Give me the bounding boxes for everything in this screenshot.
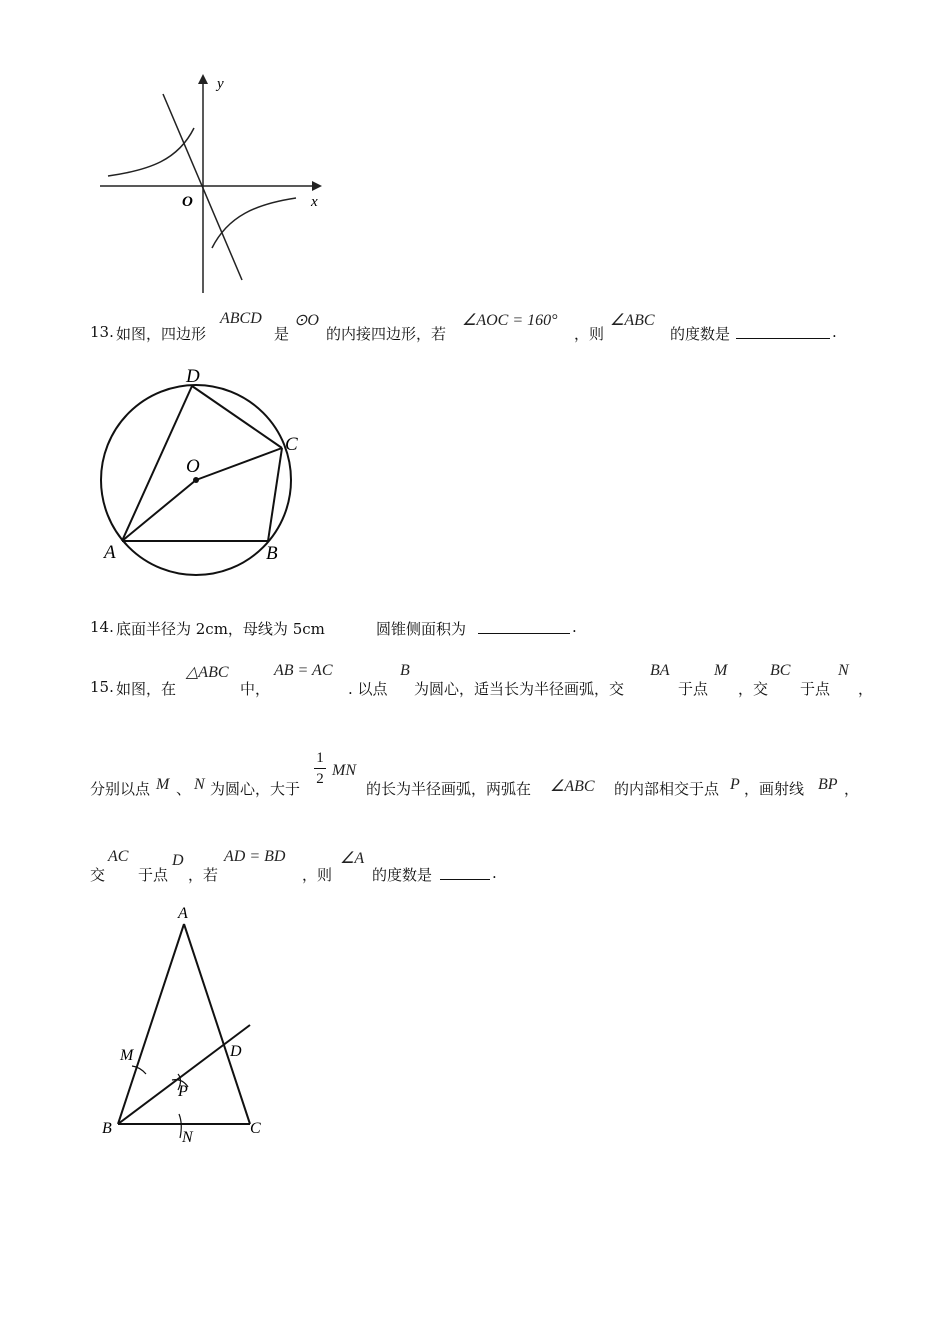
math-expression: ⊙O [294,312,319,329]
math-expression: P [730,776,740,793]
segment-ao [122,480,196,541]
center-point [193,477,199,483]
segment-ac [184,924,250,1124]
y-axis-label: y [217,76,224,92]
question-text: 的长为半径画弧，两弧在 [366,780,532,798]
question-text: 为圆心，适当长为半径画弧，交 [414,680,625,698]
label-c: C [285,434,298,455]
question-text: ，画射线 [744,780,805,798]
segment-oc [196,448,282,480]
x-axis-arrow-icon [312,181,322,191]
fraction-numerator: 1 [316,750,324,766]
math-expression: ∠AOC = 160° [462,312,558,329]
question-text: ，若 [188,866,219,884]
y-axis-arrow-icon [198,74,208,84]
math-expression: BA [650,662,670,679]
answer-blank[interactable] [440,865,490,880]
fraction-denominator: 2 [316,771,324,787]
question-text: ，交 [738,680,769,698]
question-text: 的内部相交于点 [614,780,720,798]
math-expression: ABCD [220,310,262,327]
math-expression: MN [332,762,356,779]
ray-bp [118,1025,250,1124]
fraction [314,750,326,787]
answer-blank[interactable] [478,619,570,634]
label-d: D [230,1043,242,1060]
arc-at-n [179,1114,181,1138]
math-expression: ∠A [340,850,365,867]
answer-blank[interactable] [736,324,830,339]
question-text: . [492,864,497,882]
segment-bc [268,448,282,541]
math-expression: AC [108,848,129,865]
inscribed-quadrilateral-figure [92,362,307,584]
question-text: 的度数是 [372,866,433,884]
math-expression: D [172,852,184,869]
question-text: 为圆心，大于 [210,780,301,798]
label-n: N [182,1129,193,1146]
math-expression: ∠ABC [610,312,655,329]
label-a: A [178,905,188,922]
question-text: 、 [176,780,192,798]
question-text: . 以点 [348,680,388,698]
question-text: ， [858,680,874,698]
label-b: B [266,543,278,564]
question-text: 交 [90,866,106,884]
origin-label: O [182,194,193,210]
question-text: ， [844,780,860,798]
segment-ab [118,924,184,1124]
question-text: ，则 [302,866,333,884]
label-a: A [104,542,116,563]
coordinate-graph-figure [90,68,340,298]
math-expression: △ABC [186,664,229,681]
question-text: 是 [274,325,290,343]
x-axis-label: x [311,194,318,210]
math-expression: AB = AC [274,662,333,679]
math-expression: M [156,776,170,793]
question-text: 圆锥侧面积为 [376,620,467,638]
question-text: 于点 [678,680,709,698]
question-text: 的内接四边形，若 [326,325,447,343]
math-expression: BC [770,662,791,679]
question-text: 如图，在 [116,680,177,698]
label-p: P [178,1083,188,1100]
question-text: 中， [240,680,271,698]
label-m: M [120,1047,134,1064]
label-o: O [186,456,200,477]
question-number: 14. [90,618,114,636]
question-text: ，则 [574,325,605,343]
math-expression: AD = BD [224,848,286,865]
question-number: 15. [90,678,114,696]
question-text: 的度数是 [670,325,731,343]
math-expression: ∠ABC [550,778,595,795]
label-d: D [186,366,200,387]
math-expression: M [714,662,728,679]
question-text: 分别以点 [90,780,151,798]
question-text: 于点 [138,866,169,884]
question-text: 底面半径为 2cm，母线为 5cm [116,620,325,638]
question-text: . [572,618,577,636]
question-text: . [832,323,837,341]
math-expression: B [400,662,410,679]
math-expression: N [838,662,849,679]
math-expression: N [194,776,205,793]
label-b: B [102,1120,112,1137]
triangle-bisector-figure [98,902,278,1152]
math-expression: BP [818,776,838,793]
question-number: 13. [90,323,114,341]
question-text: 如图，四边形 [116,325,207,343]
label-c: C [250,1120,261,1137]
fraction-bar [314,768,326,769]
question-text: 于点 [800,680,831,698]
